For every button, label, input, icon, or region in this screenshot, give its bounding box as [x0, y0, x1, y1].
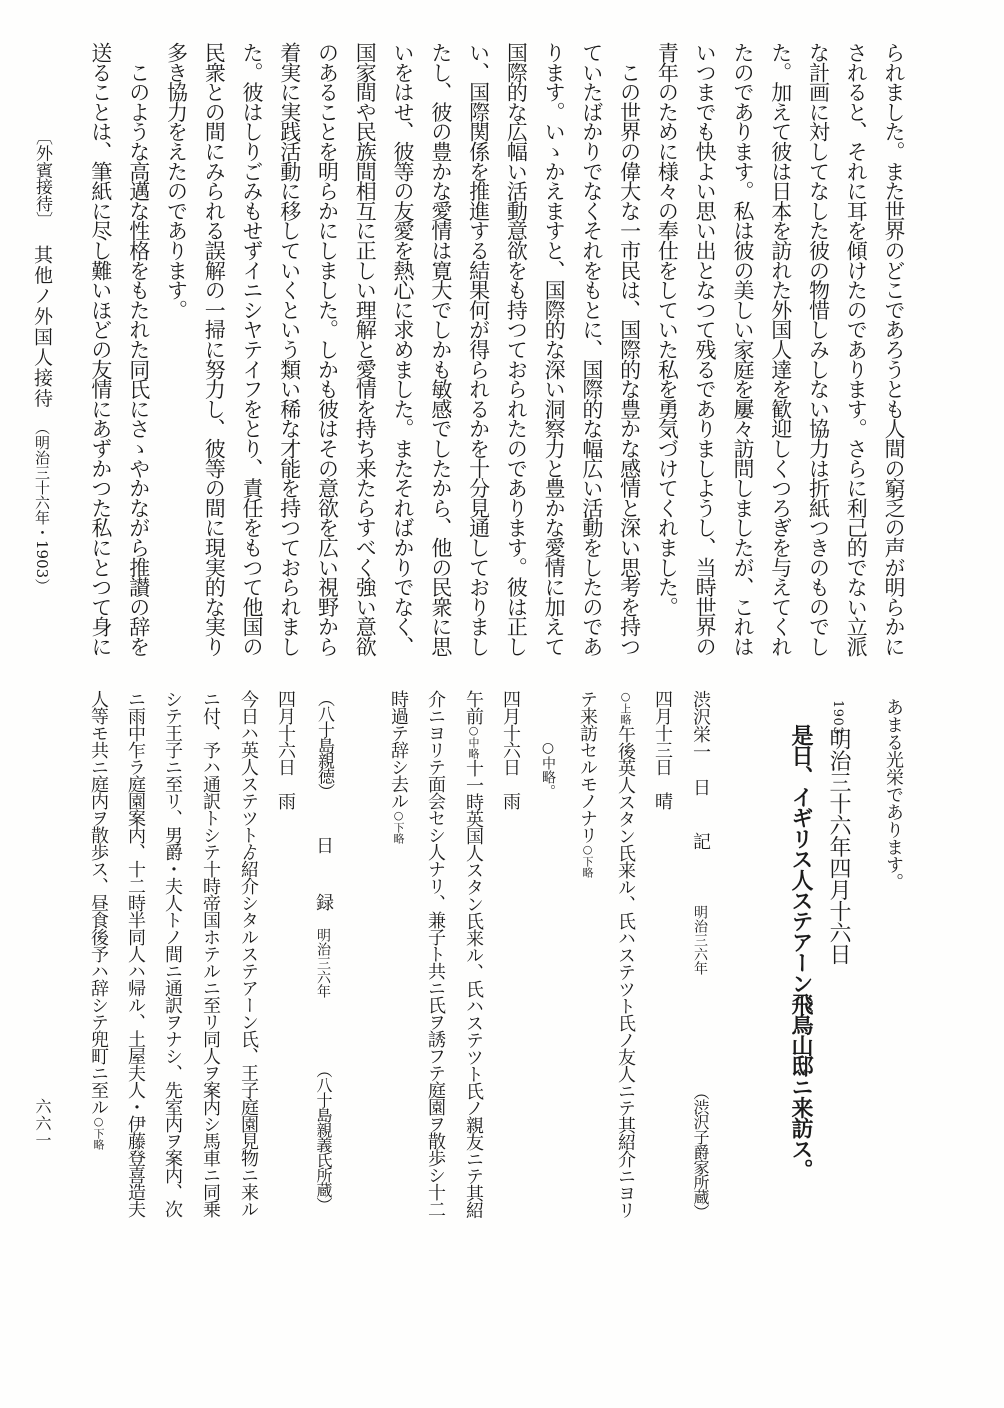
speech-line: 国家間や民族間相互に正しい理解と愛情を持ち来たらすべく強い意欲 — [353, 42, 378, 656]
speech-line: たし、彼の豊かな愛情は寛大でしかも敏感でしたから、他の民衆に思 — [428, 42, 453, 656]
speech-line: 青年のために様々の奉仕をしていた私を勇気づけてくれました。 — [655, 42, 680, 617]
source1-holder: （渋沢子爵家所蔵） — [691, 1084, 710, 1219]
source2-holder: （八十島親義氏所蔵） — [314, 1062, 333, 1212]
speech-line: 民衆との間にみられる誤解の一掃に努力し、彼等の間に現実的な実り — [202, 42, 227, 656]
source2-line: ニ付、予ハ通訳トシテ十時帝国ホテルニ至リ同人ヲ案内シ馬車ニ同乗 — [200, 690, 221, 1217]
entry-western-year: 1903 — [830, 700, 845, 736]
source1-line-text: 時過テ辞シ去ル — [388, 690, 409, 809]
running-header-section: 〔外賓接待〕 — [32, 128, 52, 229]
source1-title-char: 日 — [690, 778, 711, 796]
speech-line: た。加えて彼は日本を訪れた外国人達を歓迎しくつろぎを与えてくれ — [768, 42, 793, 656]
speech-line: たのであります。私は彼の美しい家庭を屢々訪問しましたが、これは — [730, 42, 755, 656]
speech-line: このような高邁な性格をもたれた同氏にさゝやかながら推讃の辞を — [126, 42, 151, 656]
source1-line-text: テ来訪セルモノナリ — [577, 690, 598, 843]
source2-title-char: 日 — [313, 836, 334, 854]
entry-date: 明治三十六年四月十六日 — [826, 728, 851, 965]
speech-line: な計画に対してなした彼の物惜しみしない協力は折紙つきのものでし — [806, 42, 831, 656]
entry-headline: 是日、イギリス人ステアーン飛鳥山邸ニ来訪ス。 — [788, 724, 814, 1180]
source1-line — [389, 690, 407, 844]
running-header-title: 其他ノ外国人接待 — [31, 245, 53, 409]
speech-line: た。彼はしりごみもせずイニシヤテイフをとり、責任をもつて他国の — [239, 42, 264, 656]
speech-line: 送ることは、筆紙に尽し難いほどの友情にあずかつた私にとつて身に — [88, 42, 113, 656]
speech-line: ていたばかりでなくそれをもとに、国際的な幅広い活動をしたのであ — [579, 42, 604, 656]
source1-line: 介ニヨリテ面会セシ人ナリ、兼子ト共ニ氏ヲ誘フテ庭園ヲ散歩シ十二 — [425, 690, 446, 1217]
source1-line-text: 午前 — [463, 690, 484, 724]
source1-omission-line: ○中略。 — [540, 740, 556, 798]
page-number: 六六一 — [33, 1098, 52, 1149]
speech-closing-line: あまる光栄であります。 — [883, 698, 904, 891]
source2-line-text: 人等モ共ニ庭内ヲ散歩ス、昼食後予ハ辞シテ兜町ニ至ル — [88, 690, 109, 1115]
speech-line: のあることを明らかにしました。しかも彼はその意欲を広い視野から — [315, 42, 340, 656]
omission-note: ○下略 — [392, 809, 405, 844]
source1-year: 明治三六年 — [692, 905, 708, 975]
speech-line: いをはせ、彼等の友愛を熱心に求めました。またそればかりでなく、 — [391, 42, 416, 656]
source2-line: 四月十六日 雨 — [275, 690, 296, 809]
speech-line: されると、それに耳を傾けたのであります。さらに利己的でない立派 — [844, 42, 869, 656]
source1-line-text: 十一時英国人スタン氏来ル、氏ハステツト氏ノ親友ニテ其紹 — [463, 759, 484, 1218]
source1-line — [616, 690, 634, 1218]
running-header-date: （明治三十六年・1903） — [33, 420, 51, 594]
source2-title-char: 録 — [313, 893, 334, 911]
source1-title-char: 記 — [690, 832, 711, 850]
source1-line: 四月十三日 晴 — [652, 690, 673, 809]
omission-note: ○下略 — [581, 843, 594, 878]
source2-year: 明治三六年 — [315, 928, 331, 998]
speech-line: いつまでも快よい思い出となつて残るでありましようし、当時世界の — [693, 42, 718, 656]
speech-line: ります。いゝかえますと、国際的な深い洞察力と豊かな愛情に加えて — [542, 42, 567, 656]
source1-line: 四月十六日 雨 — [500, 690, 521, 809]
source1-line — [464, 690, 482, 1218]
source2-line: シテ王子ニ至リ、男爵・夫人トノ間ニ通訳ヲナシ、先室内ヲ案内、次 — [162, 690, 183, 1217]
omission-note: ○下略 — [92, 1115, 105, 1150]
source2-line: 今日ハ英人ステツトゟ紹介シタルステアーン氏、王子庭園見物ニ来ル — [238, 690, 259, 1217]
omission-note: ○中略 — [467, 724, 480, 759]
speech-line: 多き協力をえたのであります。 — [164, 42, 189, 320]
omission-note: ○上略 — [619, 690, 632, 725]
speech-line: 着実に実践活動に移していくという類い稀な才能を持つておられまし — [277, 42, 302, 656]
speech-line: 国際的な広幅い活動意欲をも持つておられたのであります。彼は正し — [504, 42, 529, 656]
source2-line: ニ雨中乍ラ庭園案内、十二時半同人ハ帰ル、土屋夫人・伊藤登喜造夫 — [125, 690, 146, 1217]
speech-line: られました。また世界のどこであろうとも人間の窮乏の声が明らかに — [882, 42, 906, 656]
source1-line — [578, 690, 596, 878]
speech-text-block — [81, 42, 912, 656]
speech-line: この世界の偉大な一市民は、国際的な豊かな感情と深い思考を持つ — [617, 42, 642, 656]
source1-title-name: 渋沢栄一 — [690, 690, 711, 760]
speech-line: い、国際関係を推進する結果何が得られるかを十分見通しておりまし — [466, 42, 491, 656]
source2-line — [89, 690, 107, 1150]
source1-line-text: 午後英人スタン氏来ル、氏ハステツト氏ノ友人ニテ其紹介ニヨリ — [615, 725, 636, 1218]
source2-title-name: （八十島親徳） — [314, 690, 334, 799]
